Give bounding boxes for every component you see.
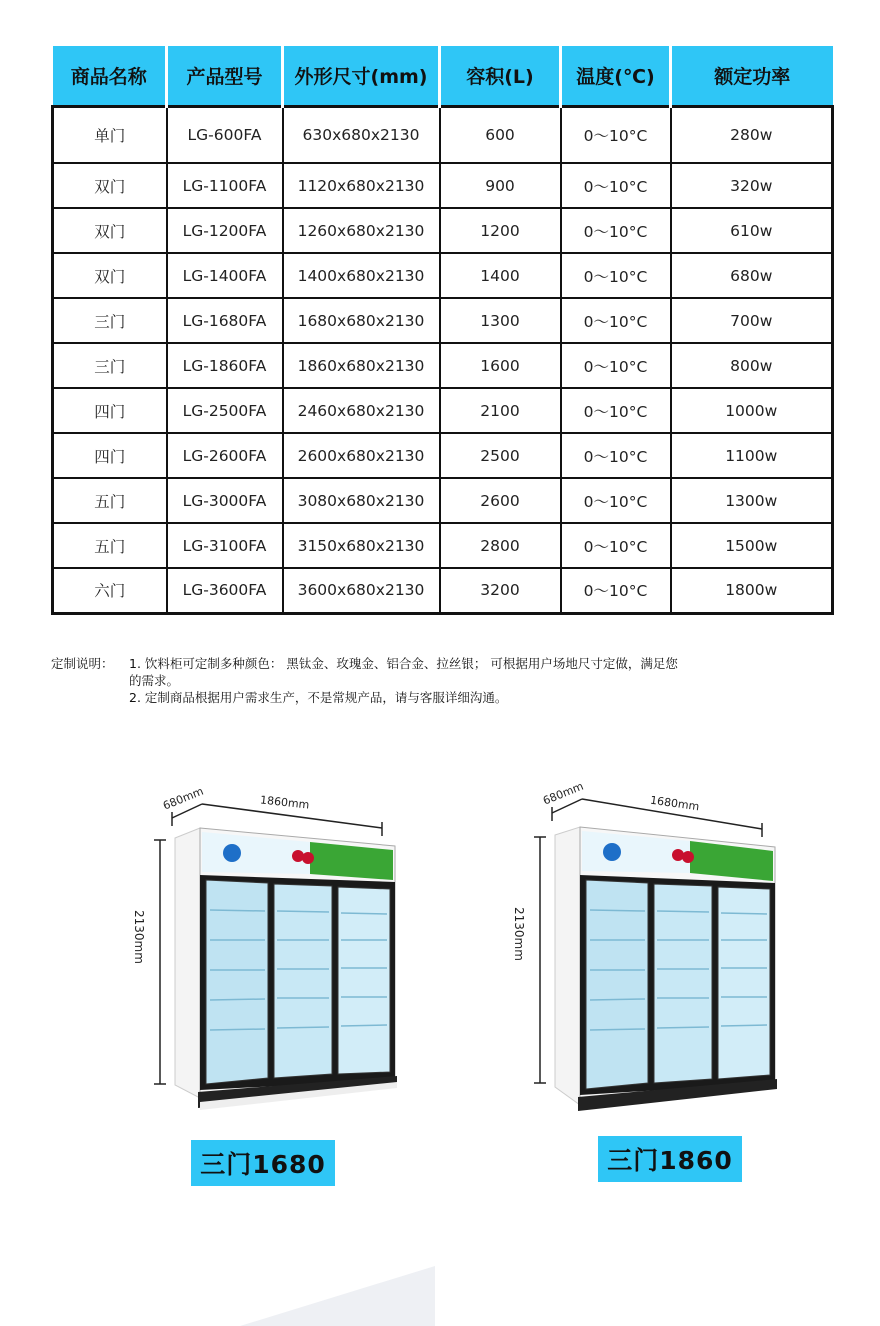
header-temperature: 温度(℃) — [561, 46, 671, 106]
cell-temperature: 0～10°C — [561, 106, 671, 163]
cell-product-name: 双门 — [53, 253, 167, 298]
table-row — [53, 568, 833, 613]
cell-temperature: 0～10°C — [561, 478, 671, 523]
fridge1-width-label: 1860mm — [259, 793, 310, 812]
fridge1-caption: 三门1680 — [191, 1140, 335, 1186]
cell-dimensions: 3600x680x2130 — [283, 568, 440, 613]
table-row — [53, 208, 833, 253]
cell-dimensions: 1680x680x2130 — [283, 298, 440, 343]
cell-model: LG-1400FA — [167, 253, 283, 298]
bottom-decoration — [0, 1230, 880, 1326]
table-body — [53, 106, 833, 613]
cell-volume: 1300 — [440, 298, 561, 343]
table-row — [53, 478, 833, 523]
cell-model: LG-3100FA — [167, 523, 283, 568]
cell-model: LG-3000FA — [167, 478, 283, 523]
table-row — [53, 298, 833, 343]
cell-power: 1800w — [671, 568, 833, 613]
header-dimensions: 外形尺寸(mm) — [283, 46, 440, 106]
cell-temperature: 0～10°C — [561, 343, 671, 388]
cell-model: LG-1100FA — [167, 163, 283, 208]
fridge-drawing-1 — [120, 780, 420, 1120]
cell-dimensions: 1860x680x2130 — [283, 343, 440, 388]
notes-label: 定制说明： — [51, 656, 114, 671]
cell-temperature: 0～10°C — [561, 388, 671, 433]
cell-volume: 2100 — [440, 388, 561, 433]
cell-power: 680w — [671, 253, 833, 298]
cell-volume: 2600 — [440, 478, 561, 523]
cell-volume: 1600 — [440, 343, 561, 388]
cell-product-name: 三门 — [53, 298, 167, 343]
cell-volume: 1200 — [440, 208, 561, 253]
table-row — [53, 163, 833, 208]
cell-model: LG-1860FA — [167, 343, 283, 388]
cell-dimensions: 2460x680x2130 — [283, 388, 440, 433]
cell-temperature: 0～10°C — [561, 433, 671, 478]
fridge1-depth-label: 680mm — [161, 784, 206, 813]
fridge2-width-label: 1680mm — [649, 793, 701, 814]
cell-power: 800w — [671, 343, 833, 388]
table-row — [53, 433, 833, 478]
cell-dimensions: 3150x680x2130 — [283, 523, 440, 568]
fridge-drawing-2 — [500, 775, 800, 1115]
fridge2-caption: 三门1860 — [598, 1136, 742, 1182]
cell-product-name: 六门 — [53, 568, 167, 613]
fridge-illustration-1 — [120, 780, 420, 1200]
cell-temperature: 0～10°C — [561, 568, 671, 613]
cell-model: LG-1680FA — [167, 298, 283, 343]
cell-volume: 900 — [440, 163, 561, 208]
cell-volume: 1400 — [440, 253, 561, 298]
header-product-name: 商品名称 — [53, 46, 167, 106]
cell-product-name: 单门 — [53, 106, 167, 163]
cell-model: LG-1200FA — [167, 208, 283, 253]
note-line-2: 2. 定制商品根据用户需求生产，不是常规产品，请与客服详细沟通。 — [129, 690, 508, 705]
fridge2-height-label: 2130mm — [512, 907, 526, 961]
fridge2-depth-label: 680mm — [541, 779, 586, 808]
cell-product-name: 五门 — [53, 523, 167, 568]
spec-table — [51, 46, 834, 615]
cell-temperature: 0～10°C — [561, 298, 671, 343]
fridge1-height-label: 2130mm — [132, 910, 146, 964]
cell-model: LG-3600FA — [167, 568, 283, 613]
cell-power: 610w — [671, 208, 833, 253]
note-line-1: 1. 饮料柜可定制多种颜色： 黑钛金、玫瑰金、铝合金、拉丝银； 可根据用户场地尺寸定做，满足您 — [129, 656, 678, 671]
cell-dimensions: 1120x680x2130 — [283, 163, 440, 208]
table-row — [53, 388, 833, 433]
cell-model: LG-600FA — [167, 106, 283, 163]
cell-temperature: 0～10°C — [561, 253, 671, 298]
cell-temperature: 0～10°C — [561, 163, 671, 208]
cell-product-name: 四门 — [53, 433, 167, 478]
cell-power: 1500w — [671, 523, 833, 568]
table-row — [53, 343, 833, 388]
header-volume: 容积(L) — [440, 46, 561, 106]
cell-dimensions: 630x680x2130 — [283, 106, 440, 163]
table-row — [53, 253, 833, 298]
cell-volume: 2800 — [440, 523, 561, 568]
cell-volume: 3200 — [440, 568, 561, 613]
cell-power: 1100w — [671, 433, 833, 478]
cell-volume: 2500 — [440, 433, 561, 478]
cell-dimensions: 3080x680x2130 — [283, 478, 440, 523]
cell-product-name: 双门 — [53, 208, 167, 253]
cell-power: 1000w — [671, 388, 833, 433]
cell-power: 320w — [671, 163, 833, 208]
cell-model: LG-2500FA — [167, 388, 283, 433]
header-model: 产品型号 — [167, 46, 283, 106]
cell-power: 1300w — [671, 478, 833, 523]
note-line-1-cont: 的需求。 — [129, 673, 180, 688]
cell-volume: 600 — [440, 106, 561, 163]
header-power: 额定功率 — [671, 46, 833, 106]
table-row — [53, 106, 833, 163]
table-row — [53, 523, 833, 568]
cell-dimensions: 2600x680x2130 — [283, 433, 440, 478]
fridge-illustration-2 — [500, 775, 800, 1195]
cell-product-name: 三门 — [53, 343, 167, 388]
cell-dimensions: 1400x680x2130 — [283, 253, 440, 298]
cell-power: 280w — [671, 106, 833, 163]
cell-power: 700w — [671, 298, 833, 343]
cell-model: LG-2600FA — [167, 433, 283, 478]
cell-product-name: 四门 — [53, 388, 167, 433]
cell-product-name: 双门 — [53, 163, 167, 208]
cell-dimensions: 1260x680x2130 — [283, 208, 440, 253]
cell-temperature: 0～10°C — [561, 208, 671, 253]
cell-product-name: 五门 — [53, 478, 167, 523]
table-header-row — [53, 46, 833, 106]
cell-temperature: 0～10°C — [561, 523, 671, 568]
